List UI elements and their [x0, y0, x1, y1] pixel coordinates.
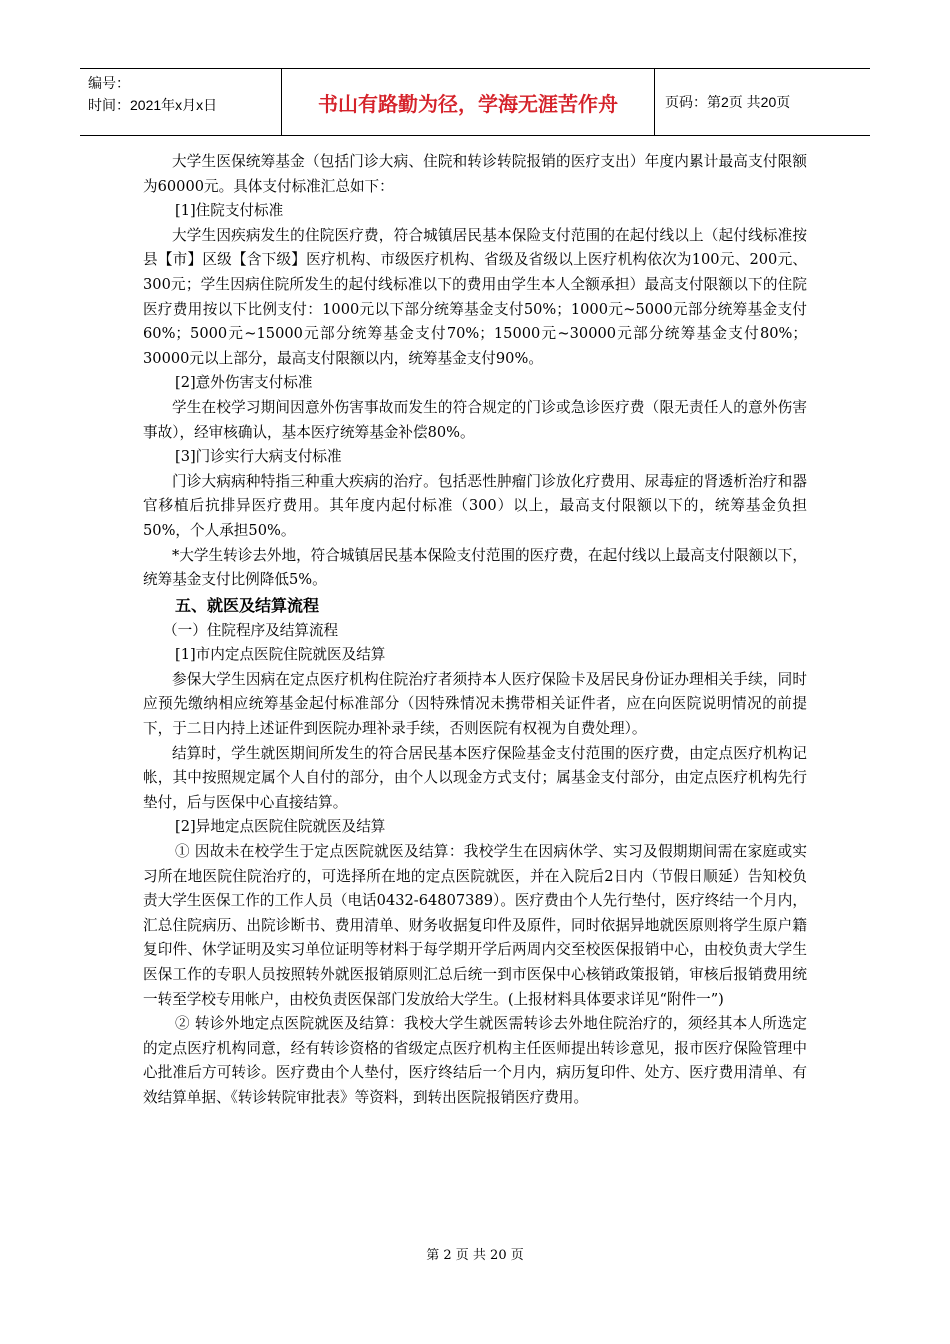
document-date: 时间：2021年x月x日: [88, 97, 218, 113]
paragraph: ② 转诊外地定点医院就医及结算：我校大学生就医需转诊去外地住院治疗的，须经其本人所选定的定点医疗机构同意，经有转诊资格的省级定点医疗机构主任医师提出转诊意见，报市医疗保险管理中心批准后方可转诊。医疗费由个人垫付，医疗终结后一个月内，病历复印件、处方、医疗费用清单、有效结算单据、《转诊转院审批表》等资料，到转出医院报销医疗费用。: [143, 1015, 807, 1106]
page-header: [80, 68, 870, 136]
paragraph: 结算时，学生就医期间所发生的符合居民基本医疗保险基金支付范围的医疗费，由定点医疗机构记帐，其中按照规定属个人自付的部分，由个人以现金方式支付；属基金支付部分，由定点医疗机构先行垫付，后与医保中心直接结算。: [143, 744, 807, 811]
header-meta: [80, 69, 282, 135]
paragraph: 参保大学生因病在定点医疗机构住院治疗者须持本人医疗保险卡及居民身份证办理相关手续，同时应预先缴纳相应统筹基金起付标准部分（因特殊情况未携带相关证件者，应在向医院说明情况的前提下，于二日内持上述证件到医院办理补录手续，否则医院有权视为自费处理）。: [143, 670, 807, 738]
section-heading: 五、就医及结算流程: [175, 595, 320, 615]
header-page-info: 页码：第2页 共20页: [665, 94, 791, 110]
paragraph: 大学生医保统筹基金（包括门诊大病、住院和转诊转院报销的医疗支出）年度内累计最高支付限额为60000元。具体支付标准汇总如下：: [143, 153, 807, 195]
paragraph: *大学生转诊去外地，符合城镇居民基本保险支付范围的医疗费，在起付线以上最高支付限额以下，统筹基金支付比例降低5%。: [143, 546, 807, 589]
subheading: [1]市内定点医院住院就医及结算: [175, 646, 386, 664]
subheading: [2]异地定点医院住院就医及结算: [175, 818, 386, 836]
paragraph: 门诊大病病种特指三种重大疾病的治疗。包括恶性肿瘤门诊放化疗费用、尿毒症的肾透析治疗和器官移植后抗排异医疗费用。其年度内起付标准（300）以上，最高支付限额以下的，统筹基金负担50%，个人承担50%。: [143, 472, 807, 539]
page-footer: 第 2 页 共 20 页: [426, 1248, 524, 1263]
paragraph: 大学生因疾病发生的住院医疗费，符合城镇居民基本保险支付范围的在起付线以上（起付线标准按县【市】区级【含下级】医疗机构、市级医疗机构、省级及省级以上医疗机构依次为100元、200元、300元；学生因病住院所发生的起付线标准以下的费用由学生本人全额承担）最高支付限额以下的住院医疗费用按以下比例支付：1000元以下部分统筹基金支付50%；1000元~5000元部分统筹基金支付60%；5000元~15000元部分统筹基金支付70%；15000元~30000元部分统筹基金支付80%；30000元以上部分，最高支付限额以内，统筹基金支付90%。: [143, 226, 807, 367]
subheading: [2]意外伤害支付标准: [175, 374, 313, 392]
subheading: [1]住院支付标准: [175, 202, 284, 220]
paragraph: 学生在校学习期间因意外伤害事故而发生的符合规定的门诊或急诊医疗费（限无责任人的意外伤害事故），经审核确认，基本医疗统筹基金补偿80%。: [143, 398, 807, 441]
document-number-label: 编号：: [88, 75, 130, 91]
document-body: [143, 150, 807, 1111]
subsection-heading: （一）住院程序及结算流程: [163, 621, 339, 639]
paragraph: ① 因故未在校学生于定点医院就医及结算：我校学生在因病休学、实习及假期期间需在家庭或实习所在地医院住院治疗的，可选择所在地的定点医院就医，并在入院后2日内（节假日顺延）告知校负责大学生医保工作的工作人员（电话0432-64807389）。医疗费由个人先行垫付，医疗终结一个月内，汇总住院病历、出院诊断书、费用清单、财务收据复印件及原件，同时依据异地就医原则将学生原户籍复印件、休学证明及实习单位证明等材料于每学期开学后两周内交至校医保报销中心，由校负责大学生医保工作的专职人员按照转外就医报销原则汇总后统一到市医保中心核销政策报销，审核后报销费用统一转至学校专用帐户，由校负责医保部门发放给大学生。(上报材料具体要求详见“附件一”): [143, 843, 807, 1008]
header-motto: 书山有路勤为径，学海无涯苦作舟: [282, 69, 655, 135]
subheading: [3]门诊实行大病支付标准: [175, 448, 342, 466]
